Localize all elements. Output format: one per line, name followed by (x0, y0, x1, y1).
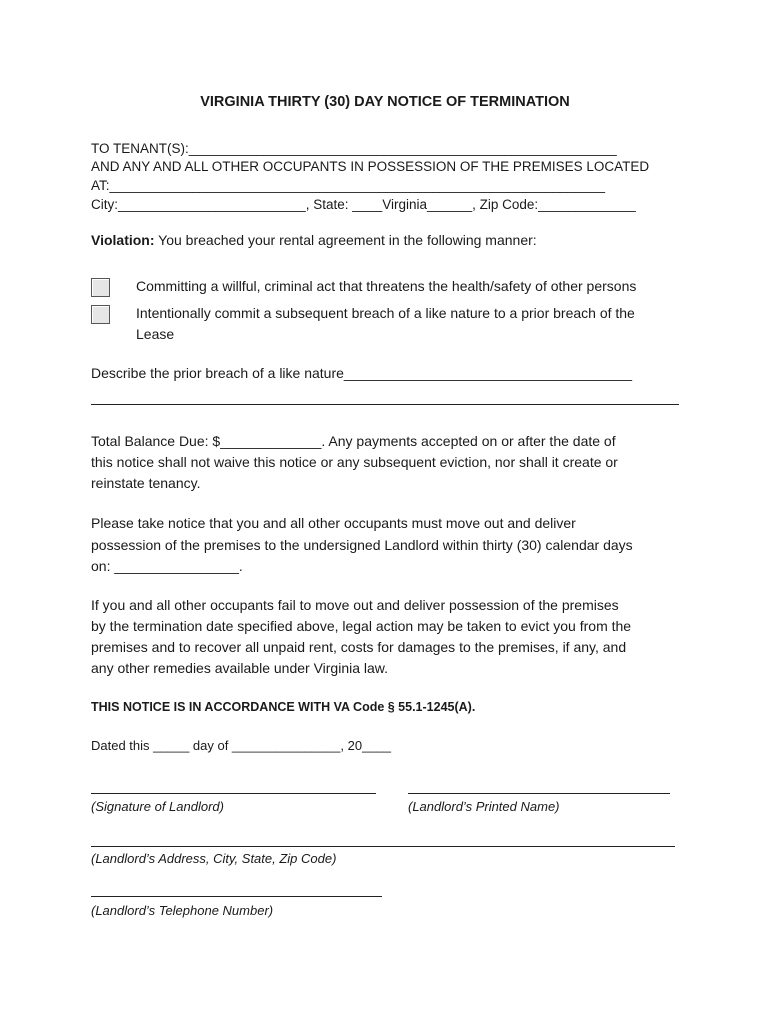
violation-checkbox-subsequent-breach[interactable] (91, 305, 110, 324)
prior-breach-blank-line (91, 404, 679, 405)
notice-line-3: on: ________________. (91, 558, 243, 574)
balance-line-3: reinstate tenancy. (91, 475, 201, 491)
balance-line-2: this notice shall not waive this notice or any subsequent eviction, nor shall it create or (91, 454, 618, 470)
violation-checkbox-criminal-act[interactable] (91, 278, 110, 297)
option-subsequent-breach: Intentionally commit a subsequent breach of a like nature to a prior breach of the (136, 305, 635, 321)
violation-line (91, 230, 537, 251)
notice-line-2: possession of the premises to the undersigned Landlord within thirty (30) calendar days (91, 537, 633, 553)
printed-name-label: (Landlord’s Printed Name) (408, 799, 560, 814)
remedy-line-1: If you and all other occupants fail to move out and deliver possession of the premises (91, 597, 619, 613)
option-criminal-act: Committing a willful, criminal act that threatens the health/safety of other persons (136, 278, 637, 294)
dated-line: Dated this _____ day of _______________, 20____ (91, 738, 391, 753)
city-label: City:_________________________, State: (91, 197, 353, 212)
printed-name-blank-line (408, 793, 670, 794)
occupants-line: AND ANY AND ALL OTHER OCCUPANTS IN POSSESSION OF THE PREMISES LOCATED (91, 159, 650, 174)
notice-line-1: Please take notice that you and all other occupants must move out and deliver (91, 515, 576, 531)
address-label: (Landlord’s Address, City, State, Zip Code) (91, 851, 337, 866)
state-value: ____Virginia______ (352, 197, 473, 212)
document-title: VIRGINIA THIRTY (30) DAY NOTICE OF TERMINATION (200, 94, 570, 110)
phone-blank-line (91, 896, 382, 897)
address-blank-line (91, 846, 675, 847)
city-state-zip-line (91, 195, 636, 214)
violation-label: Violation: (91, 232, 155, 248)
violation-text: You breached your rental agreement in the following manner: (154, 232, 537, 248)
prior-breach-line: Describe the prior breach of a like nature_____________________________________ (91, 365, 632, 381)
signature-blank-line (91, 793, 376, 794)
address-at-line: AT:__________________________________________________________________ (91, 178, 606, 193)
remedy-line-2: by the termination date specified above, legal action may be taken to evict you from the (91, 618, 632, 634)
signature-label: (Signature of Landlord) (91, 799, 224, 814)
phone-label: (Landlord’s Telephone Number) (91, 903, 274, 918)
balance-line-1: Total Balance Due: $_____________. Any payments accepted on or after the date of (91, 433, 616, 449)
remedy-line-3: premises and to recover all unpaid rent, costs for damages to the premises, if any, and (91, 639, 627, 655)
code-notice: THIS NOTICE IS IN ACCORDANCE WITH VA Code § 55.1-1245(A). (91, 700, 476, 714)
option-subsequent-breach-cont: Lease (136, 326, 175, 342)
zip-label: , Zip Code:_____________ (472, 197, 636, 212)
tenant-line: TO TENANT(S):_________________________________________________________ (91, 141, 617, 156)
remedy-line-4: any other remedies available under Virginia law. (91, 660, 389, 676)
